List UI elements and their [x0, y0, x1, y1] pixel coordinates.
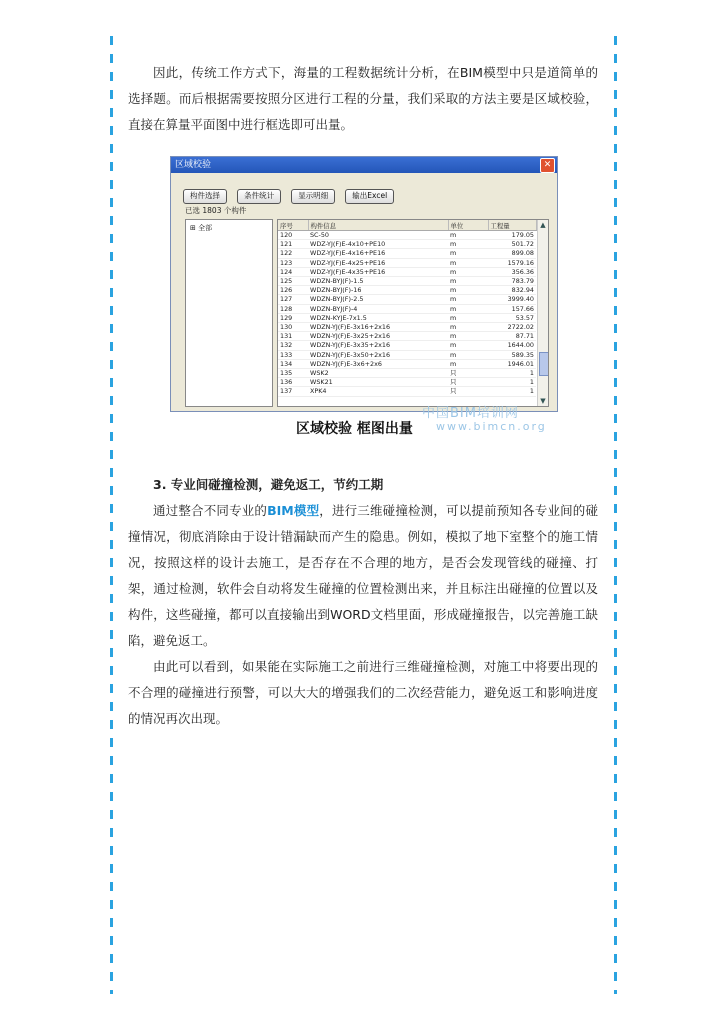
row-unit: m — [448, 240, 488, 249]
col-index-header[interactable]: 序号 — [278, 220, 308, 231]
select-components-button[interactable]: 构件选择 — [183, 189, 227, 204]
row-quantity: 2722.02 — [488, 323, 536, 332]
table-row[interactable] — [278, 249, 536, 258]
table-row[interactable] — [278, 240, 536, 249]
paragraph-1: 因此，传统工作方式下，海量的工程数据统计分析，在BIM模型中只是道简单的选择题。而后根据需要按照分区进行工程的分量，我们采取的方法主要是区域校验，直接在算量平面图中进行框选即可出量。 — [128, 65, 598, 132]
table-row[interactable] — [278, 258, 536, 267]
right-dashed-border — [614, 36, 617, 994]
row-index: 132 — [278, 341, 308, 350]
row-index: 123 — [278, 258, 308, 267]
row-info: WSK21 — [308, 378, 448, 387]
row-info: WDZN-YJ(F)E-3x6+2x6 — [308, 359, 448, 368]
row-unit: 只 — [448, 369, 488, 378]
table-row[interactable] — [278, 295, 536, 304]
scroll-up-icon[interactable]: ▲ — [540, 221, 546, 229]
row-unit: m — [448, 313, 488, 322]
row-index: 136 — [278, 378, 308, 387]
row-quantity: 1 — [488, 387, 536, 396]
vertical-scrollbar[interactable] — [537, 220, 548, 406]
row-unit: m — [448, 359, 488, 368]
row-index: 133 — [278, 350, 308, 359]
row-index: 121 — [278, 240, 308, 249]
row-quantity: 1644.00 — [488, 341, 536, 350]
row-info: WDZN-YJ(F)E-3x16+2x16 — [308, 323, 448, 332]
table-row[interactable] — [278, 277, 536, 286]
row-index: 128 — [278, 304, 308, 313]
row-quantity: 1579.16 — [488, 258, 536, 267]
row-unit: m — [448, 277, 488, 286]
table-row[interactable] — [278, 359, 536, 368]
row-quantity: 87.71 — [488, 332, 536, 341]
watermark-url: www.bimcn.org — [436, 420, 547, 433]
row-index: 127 — [278, 295, 308, 304]
row-info: WDZ-YJ(F)E-4x25+PE16 — [308, 258, 448, 267]
tree-root-item[interactable]: ⊞ 全部 — [190, 224, 213, 232]
row-unit: m — [448, 350, 488, 359]
row-info: WDZN-BYJ(F)-16 — [308, 286, 448, 295]
table-row[interactable] — [278, 387, 536, 396]
row-unit: m — [448, 286, 488, 295]
row-quantity: 179.05 — [488, 231, 536, 240]
row-quantity: 356.36 — [488, 267, 536, 276]
row-unit: m — [448, 332, 488, 341]
row-info: SC-50 — [308, 231, 448, 240]
row-index: 122 — [278, 249, 308, 258]
row-info: WDZ-YJ(F)E-4x10+PE10 — [308, 240, 448, 249]
table-row[interactable] — [278, 369, 536, 378]
paragraph-2-post: ，进行三维碰撞检测，可以提前预知各专业间的碰撞情况，彻底消除由于设计错漏缺而产生的隐患。例如，模拟了地下室整个的施工情况，按照这样的设计去施工，是否存在不合理的地方，是否会发现管线的碰撞、打架，通过检测，软件会自动将发生碰撞的位置检测出来，并且标注出碰撞的位置以及构件，这些碰撞，都可以直接输出到WORD文档里面，形成碰撞报告，以完善施工缺陷，避免返工。 — [128, 503, 598, 648]
article-bottom — [128, 472, 598, 732]
row-index: 126 — [278, 286, 308, 295]
row-quantity: 783.79 — [488, 277, 536, 286]
row-index: 120 — [278, 231, 308, 240]
toolbar — [183, 183, 399, 204]
quantity-table — [278, 220, 537, 397]
row-quantity: 3999.40 — [488, 295, 536, 304]
table-row[interactable] — [278, 286, 536, 295]
table-row[interactable] — [278, 304, 536, 313]
row-index: 125 — [278, 277, 308, 286]
selected-count: 已选 1803 个构件 — [185, 206, 247, 215]
table-row[interactable] — [278, 350, 536, 359]
bim-model-link[interactable]: BIM模型 — [267, 503, 320, 518]
col-quantity-header[interactable]: 工程量 — [488, 220, 536, 231]
row-info: WDZN-YJ(F)E-3x25+2x16 — [308, 332, 448, 341]
row-info: WDZ-YJ(F)E-4x16+PE16 — [308, 249, 448, 258]
close-icon[interactable]: ✕ — [540, 158, 555, 173]
row-info: WDZN-YJ(F)E-3x50+2x16 — [308, 350, 448, 359]
window-titlebar — [171, 157, 557, 173]
row-quantity: 899.08 — [488, 249, 536, 258]
table-header-row — [278, 220, 536, 231]
figure-caption: 区域校验 框图出量 — [296, 421, 413, 437]
row-unit: m — [448, 295, 488, 304]
row-quantity: 53.57 — [488, 313, 536, 322]
row-quantity: 501.72 — [488, 240, 536, 249]
scroll-down-icon[interactable]: ▼ — [540, 397, 546, 405]
row-unit: m — [448, 304, 488, 313]
row-unit: m — [448, 249, 488, 258]
row-index: 134 — [278, 359, 308, 368]
row-info: WDZN-YJ(F)E-3x35+2x16 — [308, 341, 448, 350]
col-unit-header[interactable]: 单位 — [448, 220, 488, 231]
watermark-text: 中国BIM培训网 — [422, 406, 519, 421]
row-index: 131 — [278, 332, 308, 341]
table-row[interactable] — [278, 378, 536, 387]
row-info: WSK2 — [308, 369, 448, 378]
left-dashed-border — [110, 36, 113, 994]
col-info-header[interactable]: 构件信息 — [308, 220, 448, 231]
row-unit: 只 — [448, 387, 488, 396]
row-quantity: 589.35 — [488, 350, 536, 359]
row-info: WDZ-YJ(F)E-4x35+PE16 — [308, 267, 448, 276]
row-unit: m — [448, 231, 488, 240]
row-index: 129 — [278, 313, 308, 322]
table-row[interactable] — [278, 332, 536, 341]
row-index: 135 — [278, 369, 308, 378]
table-row[interactable] — [278, 341, 536, 350]
row-quantity: 1 — [488, 369, 536, 378]
row-unit: m — [448, 323, 488, 332]
row-unit: 只 — [448, 378, 488, 387]
export-excel-button[interactable]: 输出Excel — [345, 189, 394, 204]
row-quantity: 1946.01 — [488, 359, 536, 368]
component-tree — [185, 219, 273, 407]
show-details-button[interactable]: 显示明细 — [291, 189, 335, 204]
table-row[interactable] — [278, 231, 536, 240]
row-index: 137 — [278, 387, 308, 396]
table-row[interactable] — [278, 323, 536, 332]
paragraph-2-pre: 通过整合不同专业的 — [153, 503, 268, 518]
article-top — [128, 60, 598, 138]
row-unit: m — [448, 267, 488, 276]
table-body — [278, 231, 536, 397]
window-title: 区域校验 — [175, 160, 212, 170]
paragraph-2 — [128, 498, 598, 654]
row-quantity: 157.66 — [488, 304, 536, 313]
row-unit: m — [448, 341, 488, 350]
condition-stats-button[interactable]: 条件统计 — [237, 189, 281, 204]
quantity-grid — [277, 219, 549, 407]
row-index: 130 — [278, 323, 308, 332]
row-info: WDZN-BYJ(F)-2.5 — [308, 295, 448, 304]
row-index: 124 — [278, 267, 308, 276]
row-info: WDZN-BYJ(F)-4 — [308, 304, 448, 313]
row-quantity: 832.94 — [488, 286, 536, 295]
section-heading: 3. 专业间碰撞检测，避免返工，节约工期 — [153, 477, 384, 492]
row-quantity: 1 — [488, 378, 536, 387]
row-info: XPK4 — [308, 387, 448, 396]
region-check-screenshot — [170, 156, 558, 412]
table-row[interactable] — [278, 313, 536, 322]
paragraph-3: 由此可以看到，如果能在实际施工之前进行三维碰撞检测，对施工中将要出现的不合理的碰撞进行预警，可以大大的增强我们的二次经营能力，避免返工和影响进度的情况再次出现。 — [128, 659, 598, 726]
row-unit: m — [448, 258, 488, 267]
table-row[interactable] — [278, 267, 536, 276]
scroll-thumb[interactable] — [539, 352, 549, 376]
row-info: WDZN-KYJE-7x1.5 — [308, 313, 448, 322]
row-info: WDZN-BYJ(F)-1.5 — [308, 277, 448, 286]
